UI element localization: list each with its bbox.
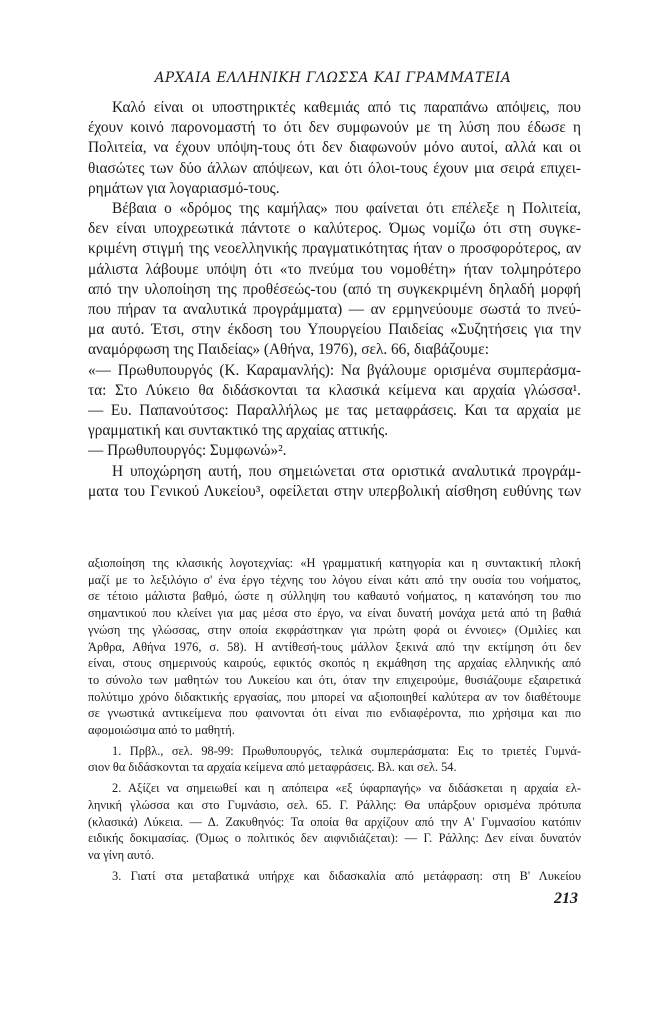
- footnote-line: αφομοιώσιμα από το μαθητή.: [88, 723, 235, 738]
- footnote-1: [88, 743, 581, 776]
- footnote-line: σε τέτοιο μάλιστα βαθμό, ώστε η σύλληψη του καθαυτό νοήματος, η κατανόηση του πιο: [88, 589, 581, 604]
- text-line: Η υποχώρηση αυτή, που σημειώνεται στα οριστικά αναλυτικά προγράμ-: [112, 462, 581, 480]
- main-text: [88, 98, 581, 502]
- footnote-line: αξιοποίηση της κλασικής λογοτεχνίας: «Η γραμματική κατηγορία και η συντακτική πλοκή: [88, 556, 581, 570]
- footnote-line: ειδικής δοκιμασίας. (Όμως ο πολιτικός δεν αιφνιδιάζεται): — Γ. Ράλλης: Δεν είναι δυνατόν: [88, 831, 581, 846]
- footnote-line: 2. Αξίζει να σημειωθεί και η απόπειρα «εξ ύφαρπαγής» να διδάσκεται η αρχαία ελ-: [112, 781, 581, 796]
- text-line: που πήραν τα αναλυτικά προγράμματα) — αν ερμηνεύουμε σωστά το πνεύ-: [88, 301, 581, 319]
- footnote-line: ληνική γλώσσα και στο Γυμνάσιο, σελ. 65. Γ. Ράλλης: Θα υπάρξουν ορισμένα πρότυπα: [88, 797, 581, 812]
- footnote-line: το σύνολο των μαθητών του Λυκείου και ότι, όταν την επιχειρούμε, θυσιάζουμε εξαιρετικά: [88, 672, 581, 687]
- text-line: από την υλοποίηση της προθέσεώς-του (από τη συγκεκριμένη δηλαδή μορφή: [88, 280, 581, 298]
- text-line: μάλιστα λάβουμε υπόψη ότι «το πνεύμα του νομοθέτη» ήταν τολμηρότερο: [88, 260, 581, 278]
- footnote-line: 1. Πρβλ., σελ. 98-99: Πρωθυπουργός, τελικά συμπεράσματα: Εις το τριετές Γυμνά-: [112, 743, 581, 758]
- footnote-line: πολύτιμο χρόνο διδακτικής εργασίας, που μπορεί να αξιοποιηθεί καλύτερα αν τον διαθέτουμε: [88, 689, 581, 704]
- text-line: αναμόρφωση της Παιδείας» (Αθήνα, 1976), σελ. 66, διαβάζουμε:: [88, 341, 489, 359]
- footnote-line: Άρθρα, Αθήνα 1976, σ. 58). Η αντίθεσή-τους μάλλον ξεκινά από την εκτίμηση ότι δεν: [88, 639, 581, 654]
- running-header: ΑΡΧΑΙΑ ΕΛΛΗΝΙΚΗ ΓΛΩΣΣΑ ΚΑΙ ΓΡΑΜΜΑΤΕΙΑ: [154, 70, 512, 86]
- footnote-line: (κλασικά) Λύκεια. — Δ. Ζακυθηνός: Τα οποία θα αρχίζουν από την Α' Γυμνασίου κατόπιν: [88, 814, 581, 829]
- page-number: 213: [554, 890, 578, 907]
- footnote-line: σε γνωστικά αντικείμενα που φαινονται ότι είναι πιο ενδιαφέροντα, πιο χρήσιμα και πιο: [88, 706, 581, 721]
- text-line: Πολιτεία, να έχουν υπόψη-τους ότι δεν διαφωνούν μόνο αυτοί, αλλά και οι: [88, 139, 581, 157]
- text-line: — Πρωθυπουργός: Συμφωνώ»².: [88, 442, 287, 460]
- footnote-continuation: [88, 555, 581, 739]
- text-line: δεν είναι υποχρεωτικά πάντοτε ο καλύτερος. Όμως νομίζω ότι στη συγκε-: [88, 220, 581, 238]
- footnote-line: σημαντικού που κλείνει για μας μέσα στο έργο, να είναι δυνατή μονάχα μετά από τη βαθιά: [88, 606, 581, 621]
- footnote-line: είναι, στους σημερινούς καιρούς, εφικτός σκοπός η εκμάθηση της αρχαίας ελληνικής από: [88, 656, 581, 671]
- footnote-line: σιον θα διδάσκονται τα αρχαία κείμενα από μεταφράσεις. Βλ. και σελ. 54.: [88, 760, 457, 775]
- text-line: Καλό είναι οι υποστηρικτές καθεμιάς από τις παραπάνω απόψεις, που: [112, 99, 581, 116]
- text-line: «— Πρωθυπουργός (Κ. Καραμανλής): Να βγάλουμε ορισμένα συμπεράσμα-: [88, 361, 581, 379]
- text-line: ματα του Γενικού Λυκείου³, οφείλεται στην υπερβολική αίσθηση ευθύνης των: [88, 482, 581, 500]
- footnotes: [88, 555, 581, 884]
- text-line: μα αυτό. Έτσι, στην έκδοση του Υπουργείου Παιδείας «Συζητήσεις για την: [88, 321, 581, 339]
- footnote-2: [88, 780, 581, 864]
- text-line: θιασώτες των δύο άλλων απόψεων, και ότι όλοι-τους έχουν μια σειρά επιχει-: [88, 159, 581, 177]
- text-line: κριμένη στιγμή της νεοελληνικής πραγματικότητας ήταν ο προσφορότερος, αν: [88, 240, 581, 258]
- text-line: γραμματική και συντακτικό της αρχαίας αττικής.: [88, 422, 389, 440]
- footnote-line: να γίνη αυτό.: [88, 847, 155, 862]
- text-line: ρημάτων για λογαριασμό-τους.: [88, 179, 280, 197]
- text-line: Βέβαια ο «δρόμος της καμήλας» που φαίνεται ότι επέλεξε η Πολιτεία,: [112, 200, 581, 218]
- footnote-3: [88, 868, 581, 885]
- text-line: τα: Στο Λύκειο θα διδάσκονται τα κλασικά κείμενα και αρχαία γλώσσα¹.: [88, 381, 581, 399]
- footnote-line: 3. Γιατί στα μεταβατικά υπήρχε και διδασκαλία από μετάφραση: στη Β' Λυκείου: [112, 868, 581, 883]
- text-line: έχουν κοινό παρονομαστή το ότι δεν συμφωνούν με τη λύση που έδωσε η: [88, 119, 581, 137]
- text-line: — Ευ. Παπανούτσος: Παραλλήλως με τας μεταφράσεις. Και τα αρχαία με: [88, 402, 581, 420]
- footnote-line: μαζί με το λεξιλόγιο σ' ένα έργο τέχνης του λόγου είναι κάτι από την ουσία του νοήματος,: [88, 572, 581, 587]
- footnote-line: γνώση της γλώσσας, στην οποία εκφράστηκαν για πρώτη φορά οι έννοιες» (Ομιλίες και: [88, 622, 581, 637]
